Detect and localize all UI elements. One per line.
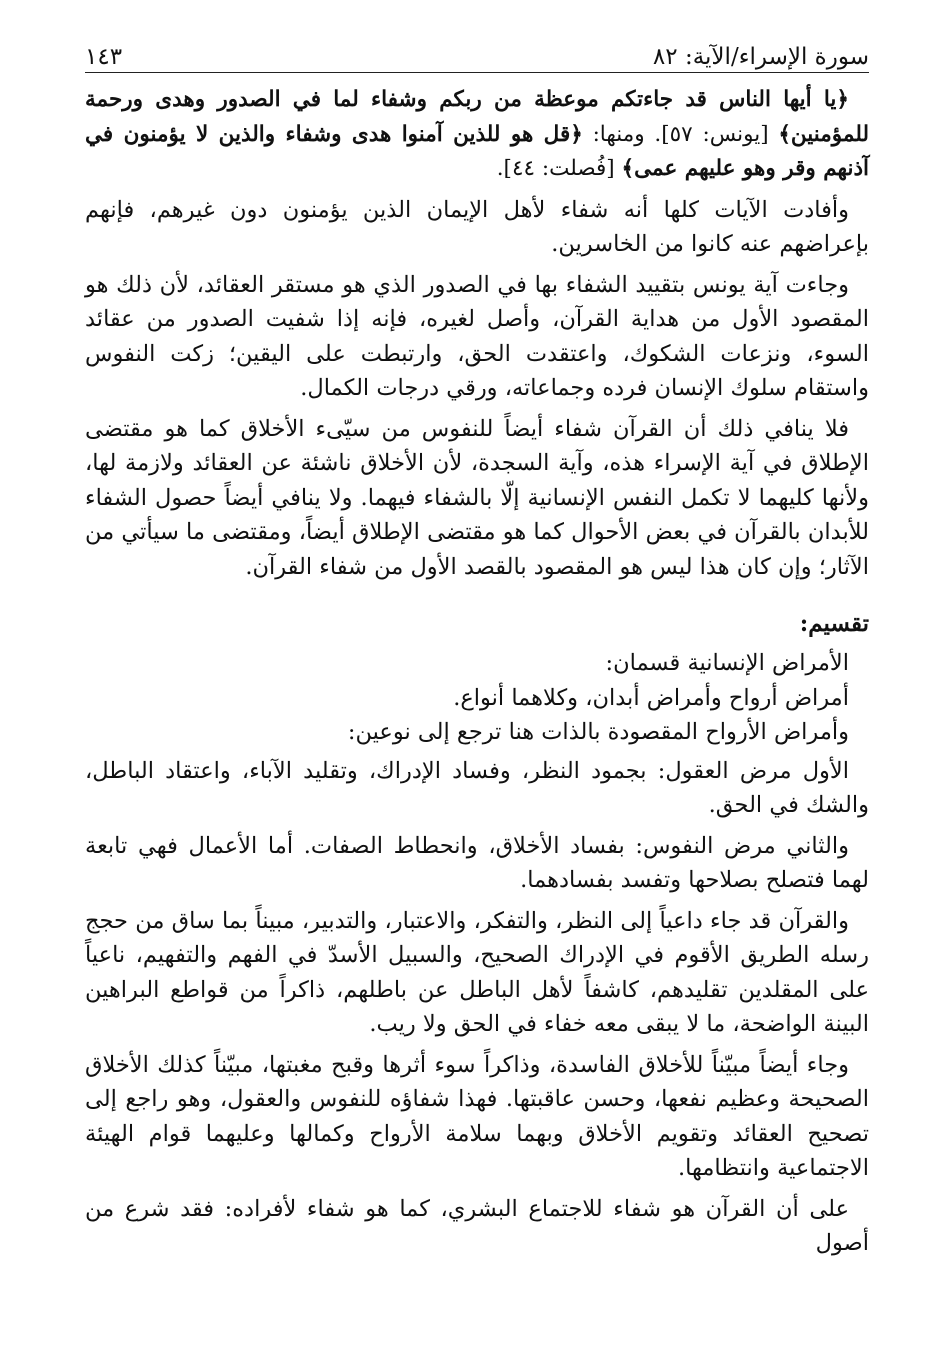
- paragraph-verses-meaning: وأفادت الآيات كلها أنه شفاء لأهل الإيمان الذين يؤمنون دون غيرهم، فإنهم بإعراضهم عنه كانوا من الخاسرين.: [85, 196, 869, 257]
- book-page: [85, 30, 869, 1267]
- paragraph-morals-healing: فلا ينافي ذلك أن القرآن شفاء أيضاً للنفوس من سيّىء الأخلاق كما هو مقتضى الإطلاق في آية الإسراء هذه، وآية السجدة، لأن الأخلاق ناشئة عن العقائد ولازمة لها، ولأنها كليهما لا تكمل النفس الإنسانية إلّا بالشفاء فيهما. ولا ينافي أيضاً حصول الشفاء للأبدان بالقرآن في بعض الأحوال كما هو مقتضى الإطلاق أيضاً، ومقتضى ما سيأتي من الآثار؛ وإن كان هذا ليس هو المقصود بالقصد الأول من شفاء القرآن.: [85, 415, 869, 580]
- list-line-3: وأمراض الأرواح المقصودة بالذات هنا ترجع إلى نوعين:: [347, 719, 849, 745]
- page-header: [85, 30, 869, 72]
- header-divider: [85, 72, 869, 73]
- citation-yunus: [يونس: ٥٧]. ومنها:: [582, 121, 779, 147]
- verse-yunus: ﴿يا أيها الناس قد جاءتكم موعظة من ربكم وشفاء لما في الصدور وهدى ورحمة للمؤمنين﴾: [85, 87, 869, 147]
- paragraph-mind-disease: الأول مرض العقول: بجمود النظر، وفساد الإدراك، وتقليد الآباء، واعتقاد الباطل، والشك في الحق.: [85, 757, 869, 818]
- list-line-2: أمراض أرواح وأمراض أبدان، وكلاهما أنواع.: [453, 684, 849, 711]
- paragraph-yunus-verse: وجاءت آية يونس بتقييد الشفاء بها في الصدور الذي هو مستقر العقائد، لأن ذلك هو المقصود الأول من هداية القرآن، وأصل لغيره، فإنه إذا شفيت الصدور من عقائد السوء، ونزعات الشكوك، واعتقدت الحق، وارتبطت على اليقين؛ زكت النفوس واستقام سلوك الإنسان فرده وجماعاته، ورقي درجات الكمال.: [85, 271, 869, 401]
- paragraph-quran-reasoning: والقرآن قد جاء داعياً إلى النظر، والتفكر، والاعتبار، والتدبير، مبيناً بما ساق من حجج رسله الطريق الأقوم في الإدراك الصحيح، والسبيل الأسدّ في الفهم والتفهيم، ناعياً على المقلدين تقليدهم، كاشفاً لأهل الباطل عن باطلهم، ذاكراً من قواطع البراهين البينة الواضحة، ما لا يبقى معه خفاء في الحق ولا ريب.: [85, 907, 869, 1037]
- page-number: ١٤٣: [85, 44, 123, 70]
- paragraph-soul-disease: والثاني مرض النفوس: بفساد الأخلاق، وانحطاط الصفات. أما الأعمال فهي تابعة لهما فتصلح بصلاحها وتفسد بفسادهما.: [85, 832, 869, 893]
- paragraph-quran-morals: وجاء أيضاً مبيّناً للأخلاق الفاسدة، وذاكراً سوء أثرها وقبح مغبتها، مبيّناً كذلك الأخلاق الصحيحة وعظيم نفعها، وحسن عاقبتها. فهذا شفاؤه للنفوس والعقول، وهو راجع إلى تصحيح العقائد وتقويم الأخلاق وبهما سلامة الأرواح وكمالها وعليهما قوام الهيئة الاجتماعية وانتظامها.: [85, 1051, 869, 1181]
- quran-verses-paragraph: [85, 83, 869, 187]
- citation-fussilat: [فُصلت: ٤٤].: [496, 156, 622, 181]
- section-heading: تقسيم:: [799, 610, 869, 637]
- running-title: سورة الإسراء/الآية: ٨٢: [652, 44, 869, 70]
- paragraph-social-healing: على أن القرآن هو شفاء للاجتماع البشري، كما هو شفاء لأفراده: فقد شرع من أصول: [85, 1195, 869, 1256]
- verse-fussilat: ﴿قل هو للذين آمنوا هدى وشفاء والذين لا يؤمنون في آذنهم وقر وهو عليهم عمى﴾: [85, 121, 869, 181]
- list-line-1: الأمراض الإنسانية قسمان:: [605, 650, 849, 676]
